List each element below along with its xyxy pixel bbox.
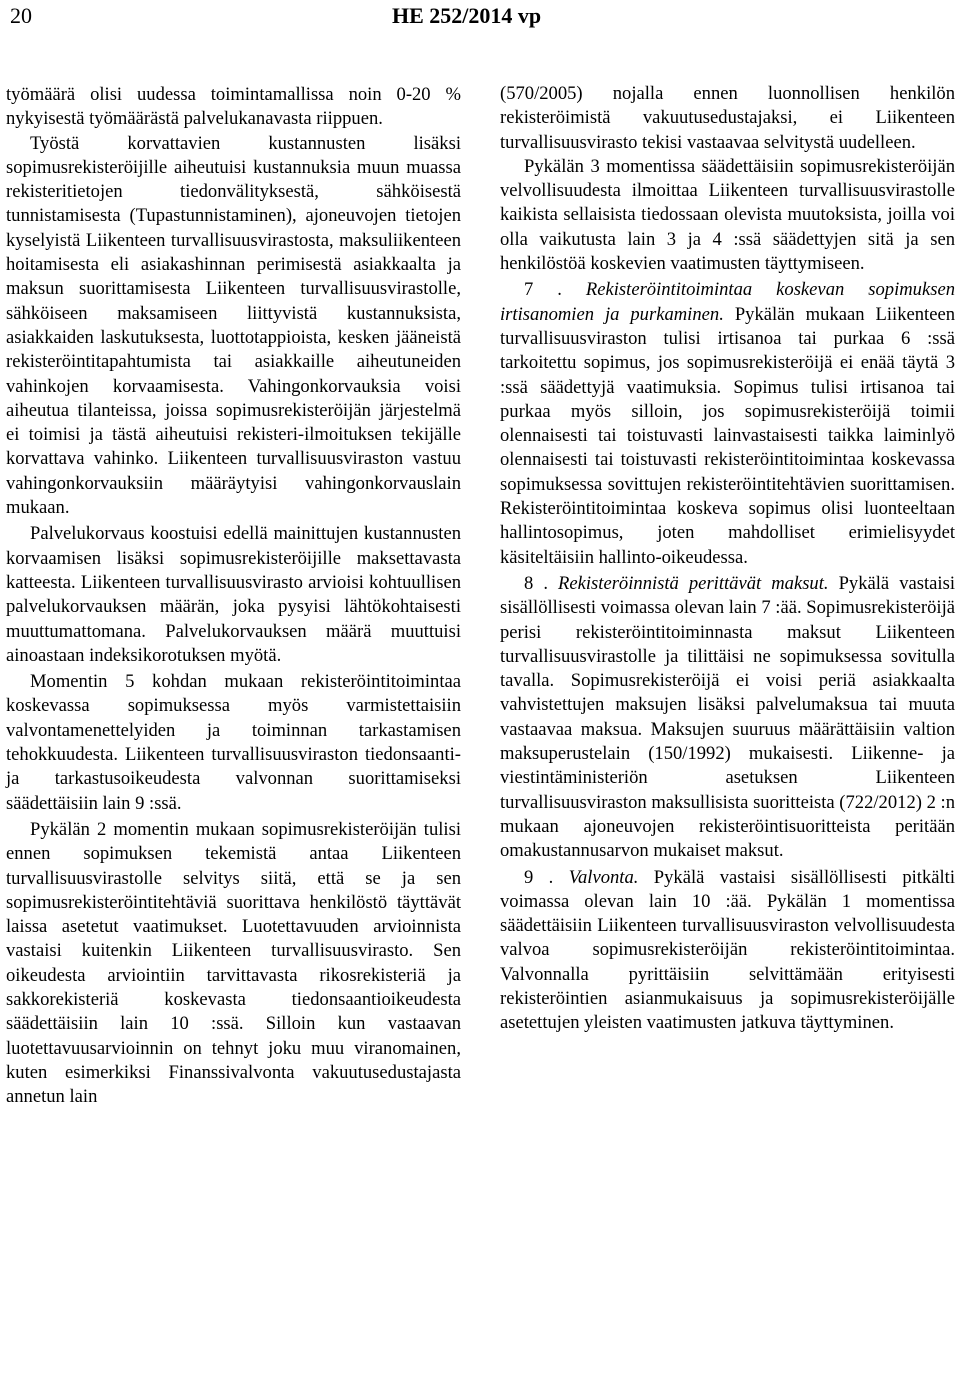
section-number: 9 . xyxy=(524,866,554,888)
paragraph: Palvelukorvaus koostuisi edellä mainittujen kustannusten korvaamisen lisäksi sopimusrekisteröijille maksettavasta katteesta. Liikenteen turvallisuusvirasto arvioisi kohtuullisen palvelukorvauksen määrän, joka pysyisi lähtökohtaisesti muuttumattomana. Palvelukorvauksen määrä muuttuisi ainoastaan indeksikorotuksen myötä. xyxy=(6,523,461,666)
paragraph: Pykälän 2 momentin mukaan sopimusrekisteröijän tulisi ennen sopimuksen tekemistä antaa Liikenteen turvallisuusvirastolle selvitys siitä, että se ja sen sopimusrekisteröintitehtäviä suorittava henkilöstö täyttävät laissa asetetut vaatimukset. Luotettavuuden arvioinnista vastaisi kuitenkin Liikenteen turvallisuusvirasto. Sen oikeudesta arviointiin tarvittavasta rikosrekisteriä ja sakkorekisteriä koskevasta tiedonsaantioikeudesta säädettäisiin lain 10 :ssä. Silloin kun vastaavan luotettavuusarvioinnin on tehnyt joku muu viranomainen, kuten esimerkiksi Finanssivalvonta vakuutusedustajasta annetun lain xyxy=(6,818,461,1108)
section-title: Rekisteröintitoimintaa koskevan sopimuksen irtisanomien ja purkaminen. xyxy=(500,279,956,325)
paragraph: työmäärä olisi uudessa toimintamallissa noin 0-20 % nykyisestä työmäärästä palvelukanavasta riippuen. xyxy=(6,84,461,130)
section-number: 7 . xyxy=(524,279,562,301)
section-body: Pykälä vastaisi sisällöllisesti voimassa olevan lain 7 :ää. Sopimusrekisteröijä perisi rekisteröintitoiminnasta maksut Liikenteen turvallisuusvirastolle ja tilittäisi ne sopimuksessa sovitulla tavalla. Sopimusrekisteröijä ei voisi periä asiakkaalta vahvistettujen maksujen lisäksi palvelumaksua tai muuta vastaavaa maksua. Maksujen suuruus määrättäisiin valtion maksuperustelain (150/1992) mukaisesti. Liikenne- ja viestintäministeriön asetuksen Liikenteen turvallisuusviraston maksullisista suoritteista (722/2012) 2 :n mukaan ajoneuvojen rekisteröintisuoritteista peritään omakustannusarvon mukaiset maksut. xyxy=(500,572,955,862)
section-9 xyxy=(500,866,955,1036)
section-title: Valvonta. xyxy=(568,866,639,888)
section-title: Rekisteröinnistä perittävät maksut. xyxy=(558,572,829,594)
paragraph: Momentin 5 kohdan mukaan rekisteröintitoimintaa koskevassa sopimuksessa myös varmistettaisiin valvontamenettelyiden ja toiminnan tarkastamisen tehokkuudesta. Liikenteen turvallisuusviraston tiedonsaanti- ja tarkastusoikeudesta valvonnan suorittamiseksi säädettäisiin lain 9 :ssä. xyxy=(6,671,461,814)
document-id: HE 252/2014 vp xyxy=(392,3,542,28)
section-number: 8 . xyxy=(524,572,548,594)
section-8 xyxy=(500,572,955,864)
left-column xyxy=(6,83,461,1109)
paragraph: Työstä korvattavien kustannusten lisäksi sopimusrekisteröijille aiheutuisi kustannuksia muun muassa rekisteritietojen tiedonvälityksestä, sähköisestä tunnistamisesta (Tupastunnistaminen), ajoneuvojen tietojen kyselyistä Liikenteen turvallisuusvirastosta, maksuliikenteen hoitamisesta eli asiakashinnan perimisestä asiakkaalta ja maksun suorittamisesta Liikenteen turvallisuusvirastolle, sähköiseen maksamiseen liittyvistä kustannuksista, asiakkaiden laskutuksesta, luottotappioista, kesken jääneistä rekisteröintitapahtumista tai asiakkaille aiheutuneiden vahinkojen korvaamisesta. Vahingonkorvauksia voisi aiheutua tilanteissa, joissa sopimusrekisteröijän järjestelmä ei toimisi ja tästä aiheutuisi rekisteri-ilmoituksen tekijälle korvattava vahinko. Liikenteen turvallisuusviraston vastuu vahingonkorvauksiin määräytyisi vahingonkorvauslain mukaan. xyxy=(6,132,461,519)
page-number: 20 xyxy=(10,3,32,28)
paragraph: (570/2005) nojalla ennen luonnollisen henkilön rekisteröimistä vakuutusedustajaksi, ei Liikenteen turvallisuusvirasto tekisi vastaavaa selvitystä uudelleen. xyxy=(500,83,955,153)
paragraph: Pykälän 3 momentissa säädettäisiin sopimusrekisteröijän velvollisuudesta ilmoittaa Liikenteen turvallisuusvirastolle kaikista sellaisista tiedossaan olevista muutoksista, joilla voi olla vaikutusta lain 3 ja 4 :ssä säädettyjen sitä ja sen henkilöstöä koskevien vaatimusten täyttymiseen. xyxy=(500,155,955,275)
right-column xyxy=(500,82,955,1036)
section-body: Pykälän mukaan Liikenteen turvallisuusviraston tulisi irtisanoa tai purkaa 6 :ssä tarkoitettu sopimus, jos sopimusrekisteröijä ei enää täytä 3 :ssä säädettyjä vaatimuksia. Sopimus tulisi irtisanoa tai purkaa myös silloin, jos sopimusrekisteröijä toimii olennaisesti tai toistuvasti lainvastaisesti taikka laiminlyö olennaisesti tai toistuvasti rekisteröintitoimintaa koskevassa sopimuksessa sovittujen rekisteröintitehtävien suorittamisen. Rekisteröintitoimintaa koskeva sopimus olisi luonteeltaan hallintosopimus, joten mahdolliset erimielisyydet käsiteltäisiin hallinto-oikeudessa. xyxy=(500,303,956,568)
section-body: Pykälä vastaisi sisällöllisesti pitkälti voimassa olevan lain 10 :ää. Pykälän 1 momentissa säädettäisiin Liikenteen turvallisuusviraston velvollisuudesta valvoa sopimusrekisteröijän rekisteröintitoimintaa. Valvonnalla pyrittäisiin selvittämään erityisesti rekisteröintien asianmukaisuus ja sopimusrekisteröijälle asetettujen yleisten vaatimusten jatkuva täyttyminen. xyxy=(500,866,956,1034)
section-7 xyxy=(500,278,955,570)
